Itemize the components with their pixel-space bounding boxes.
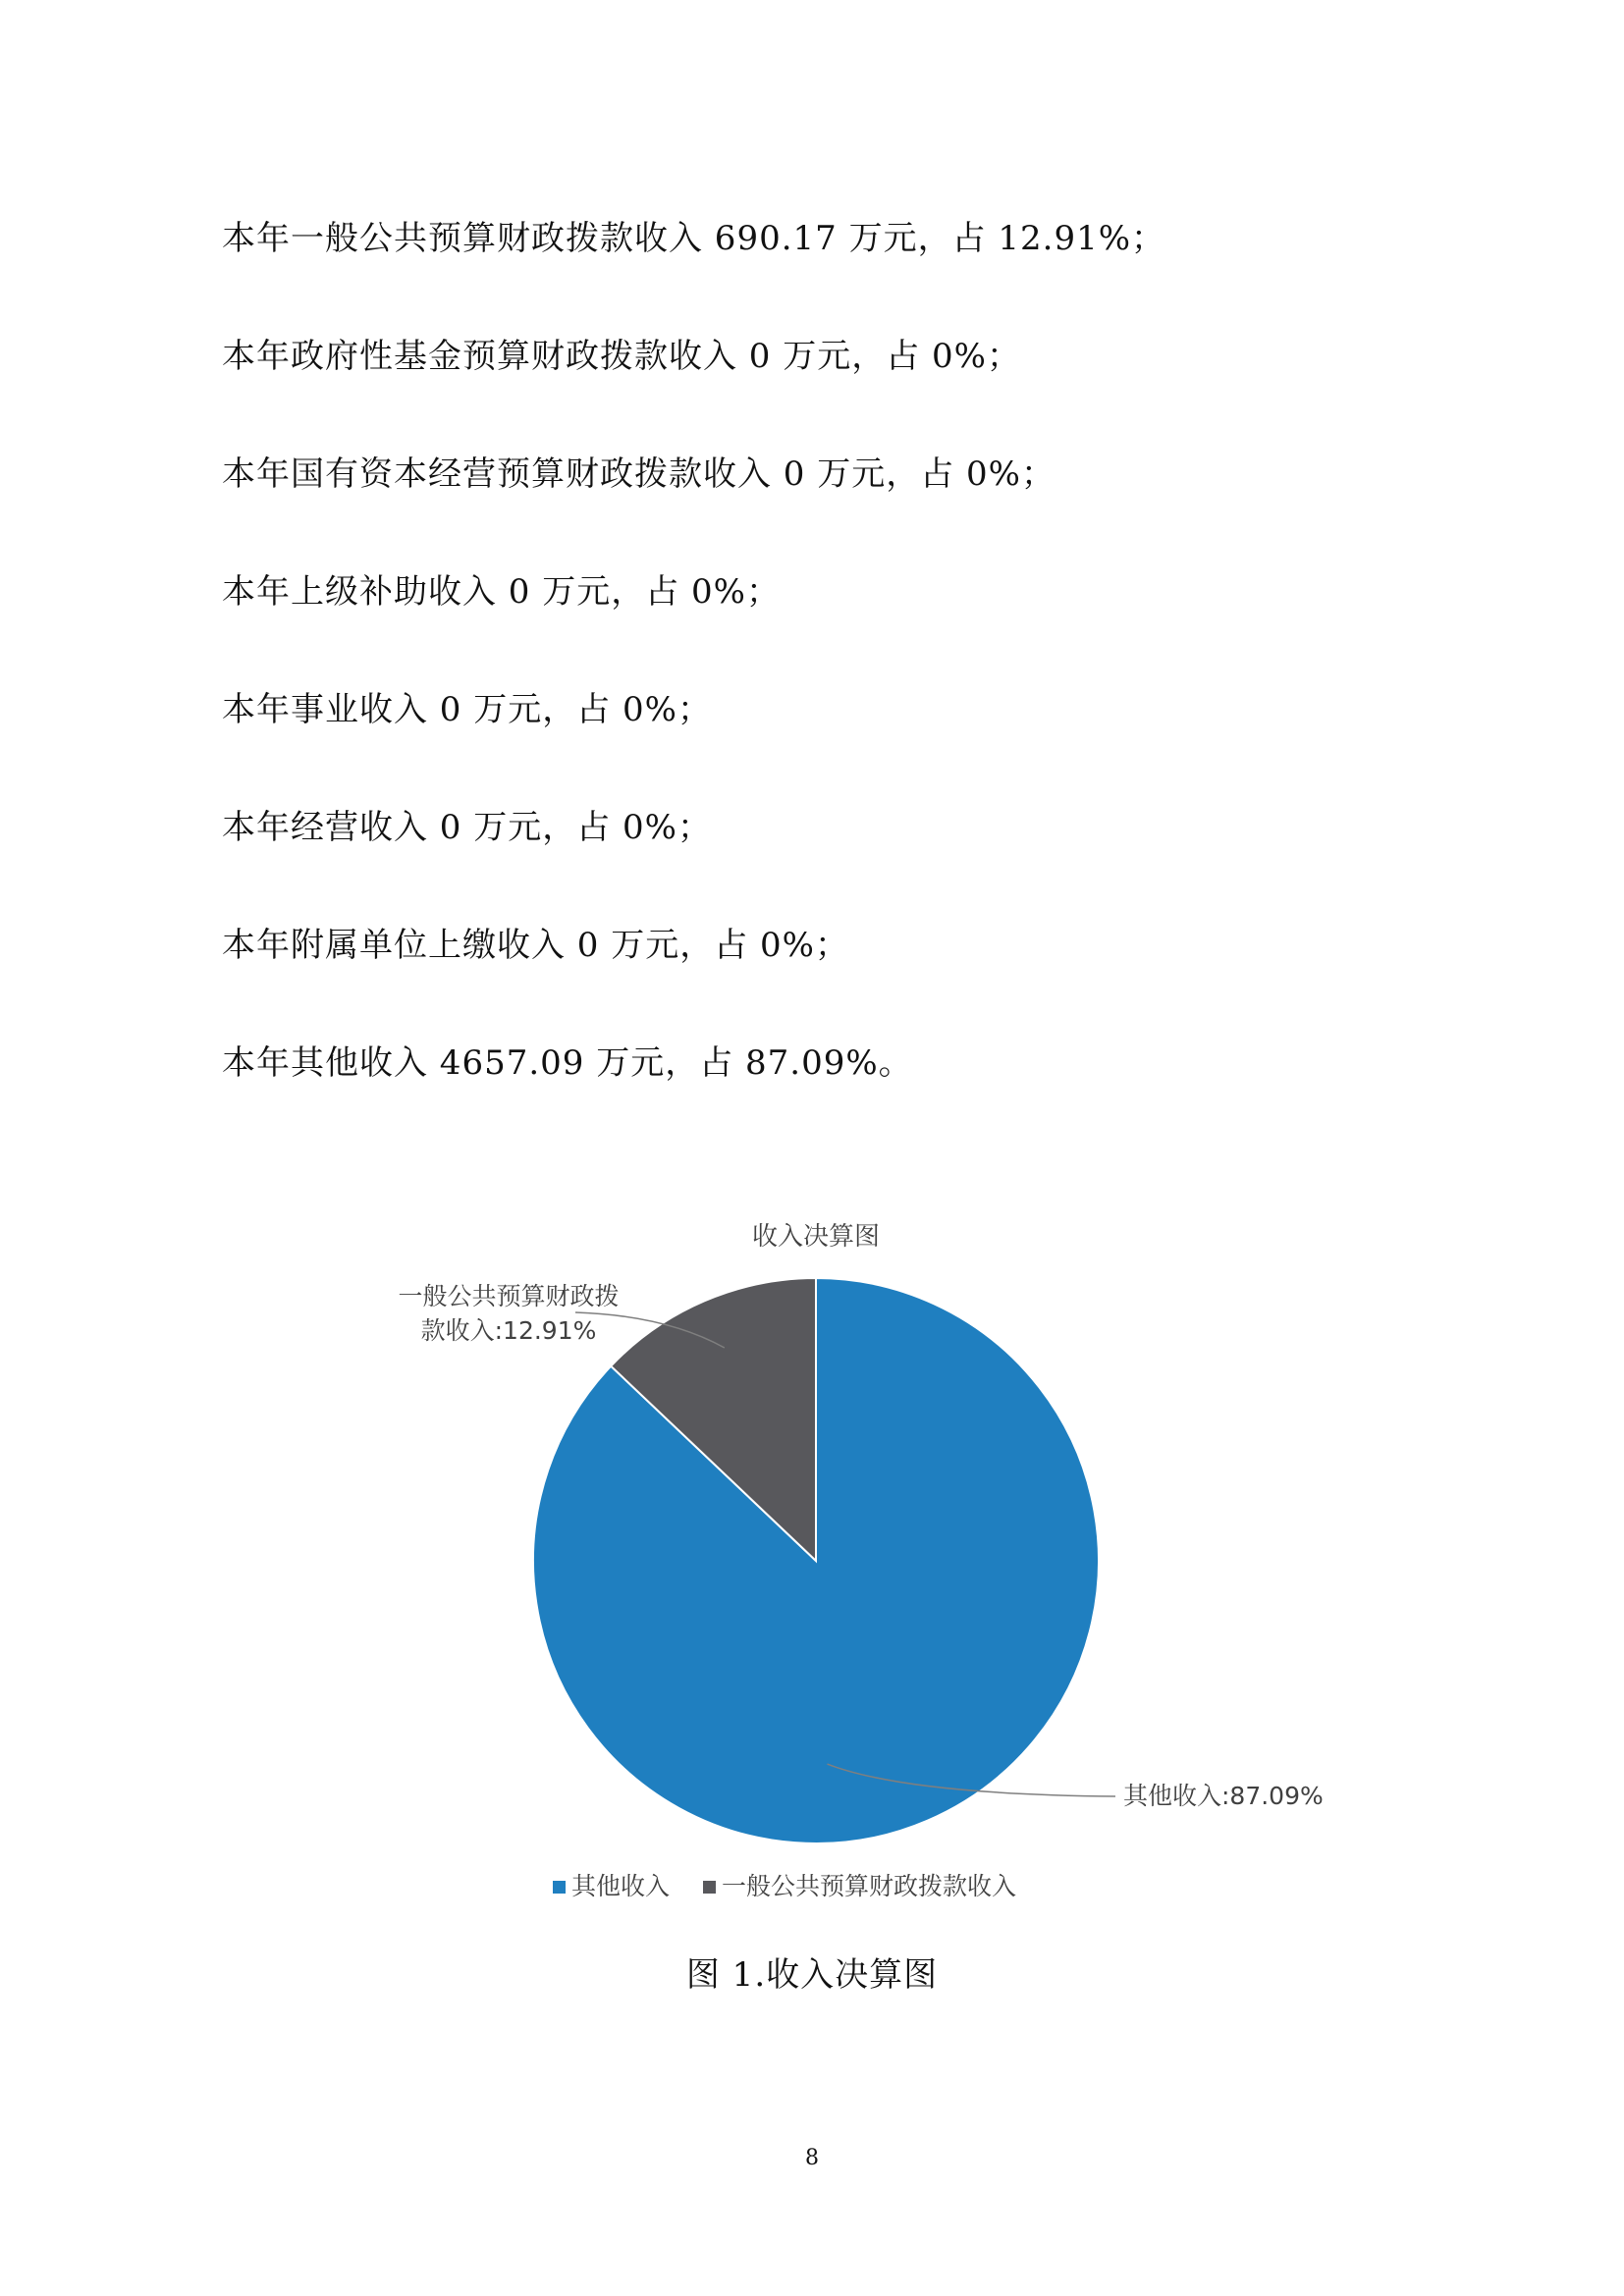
paragraph-general-budget-income: 本年一般公共预算财政拨款收入 690.17 万元，占 12.91%； [222,219,1166,258]
chart-title: 收入决算图 [751,1222,881,1252]
paragraph-superior-subsidy-income: 本年上级补助收入 0 万元，占 0%； [222,572,781,612]
data-label-other-income: 其他收入:87.09% [1123,1782,1324,1810]
legend-label-general-budget: 一般公共预算财政拨款收入 [722,1872,1017,1900]
pie-slices [533,1278,1099,1843]
legend-label-other-income: 其他收入 [571,1872,671,1900]
paragraph-affiliated-unit-income: 本年附属单位上缴收入 0 万元，占 0%； [222,926,849,965]
paragraph-state-capital-income: 本年国有资本经营预算财政拨款收入 0 万元，占 0%； [222,454,1056,494]
income-pie-chart [222,1178,1400,1924]
legend-swatch-general-budget [703,1881,716,1894]
figure-caption: 图 1.收入决算图 [685,1955,939,1995]
legend-swatch-other-income [553,1881,566,1894]
paragraph-other-income: 本年其他收入 4657.09 万元，占 87.09%。 [222,1043,913,1083]
paragraph-operating-income: 本年经营收入 0 万元，占 0%； [222,808,712,847]
data-label-general-budget-line2: 款收入:12.91% [420,1316,597,1345]
pie-chart-svg [222,1178,1400,1924]
paragraph-business-income: 本年事业收入 0 万元，占 0%； [222,690,712,729]
chart-legend [553,1872,1016,1900]
paragraph-government-fund-income: 本年政府性基金预算财政拨款收入 0 万元，占 0%； [222,337,1021,376]
page-number: 8 [805,2146,819,2170]
data-label-general-budget-line1: 一般公共预算财政拨 [398,1282,620,1310]
